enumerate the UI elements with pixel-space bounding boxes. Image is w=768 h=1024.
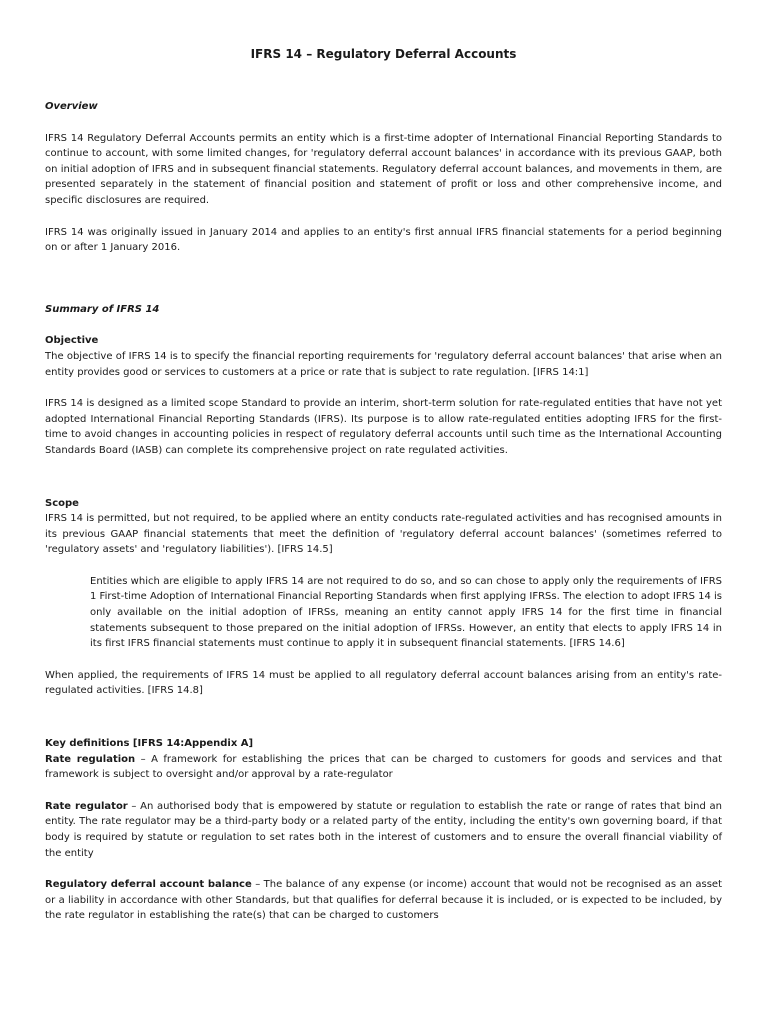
document-title: IFRS 14 – Regulatory Deferral Accounts [250,47,517,61]
definitions-heading: Key definitions [IFRS 14:Appendix A] [45,738,254,750]
scope-heading: Scope [45,497,79,509]
definition-term: Rate regulation [45,753,136,765]
objective-paragraph-2: IFRS 14 is designed as a limited scope Standard to provide an interim, short-term solution for rate-regulated entities that have not yet adopted International Financial Reporting Standards (IFRS). Its purpose is to allow rate-regulated entities adopting IFRS for the first-time to avoid changes in accounting policies in respect of regulatory deferral accounts until such time as the International Accounting Standards Board (IASB) can complete its comprehensive project on rate regulated activities. [45,398,722,456]
definition-term: Regulatory deferral account balance [45,879,252,891]
scope-paragraph-1: IFRS 14 is permitted, but not required, to be applied where an entity conducts rate-regulated activities and has recognised amounts in its previous GAAP financial statements that meet the definition of 'regulatory deferral account balances' (sometimes referred to 'regulatory assets' and 'regulatory liabilities'). [IFRS 14.5] [45,513,722,556]
overview-paragraph-2: IFRS 14 was originally issued in January 2014 and applies to an entity's first annual IFRS financial statements for a period beginning on or after 1 January 2016. [45,226,722,254]
definition-text: – An authorised body that is empowered by statute or regulation to establish the rate or range of rates that bind an entity. The rate regulator may be a third-party body or a related party of the entity, including the entity's own governing board, if that body is required by statute or regulation to set rates both in the interest of customers and to ensure the overall financial viability of the entity [45,800,722,859]
summary-heading: Summary of IFRS 14 [45,303,160,315]
objective-paragraph-1: The objective of IFRS 14 is to specify the financial reporting requirements for 'regulatory deferral account balances' that arise when an entity provides good or services to customers at a price or rate that is subject to rate regulation. [IFRS 14:1] [45,350,722,378]
definition-rate-regulator [45,799,722,861]
document-page [45,40,722,924]
definition-rate-regulation [45,752,722,783]
objective-heading: Objective [45,335,99,347]
definition-term: Rate regulator [45,800,128,812]
definition-text: – A framework for establishing the prices that can be charged to customers for goods and services and that framework is subject to oversight and/or approval by a rate-regulator [45,753,723,781]
scope-paragraph-2: When applied, the requirements of IFRS 14 must be applied to all regulatory deferral account balances arising from an entity's rate-regulated activities. [IFRS 14.8] [45,669,722,697]
definition-regulatory-deferral-account-balance [45,877,722,924]
overview-heading: Overview [45,101,98,112]
scope-indented-paragraph: Entities which are eligible to apply IFRS 14 are not required to do so, and so can chose to apply only the requirements of IFRS 1 First-time Adoption of International Financial Reporting Standards when first applying IFRSs. The election to adopt IFRS 14 is only available on the initial adoption of IFRSs, meaning an entity cannot apply IFRS 14 for the first time in financial statements subsequent to those prepared on the initial adoption of IFRSs. However, an entity that elects to apply IFRS 14 in its first IFRS financial statements must continue to apply it in subsequent financial statements. [IFRS 14.6] [90,575,722,650]
overview-paragraph-1: IFRS 14 Regulatory Deferral Accounts permits an entity which is a first-time adopter of International Financial Reporting Standards to continue to account, with some limited changes, for 'regulatory deferral account balances' in accordance with its previous GAAP, both on initial adoption of IFRS and in subsequent financial statements. Regulatory deferral account balances, and movements in them, are presented separately in the statement of financial position and statement of profit or loss and other comprehensive income, and specific disclosures are required. [45,132,722,206]
definition-text: – The balance of any expense (or income) account that would not be recognised as an asset or a liability in accordance with other Standards, but that qualifies for deferral because it is included, or is expected to be included, by the rate regulator in establishing the rate(s) that can be charged to customers [45,879,723,922]
